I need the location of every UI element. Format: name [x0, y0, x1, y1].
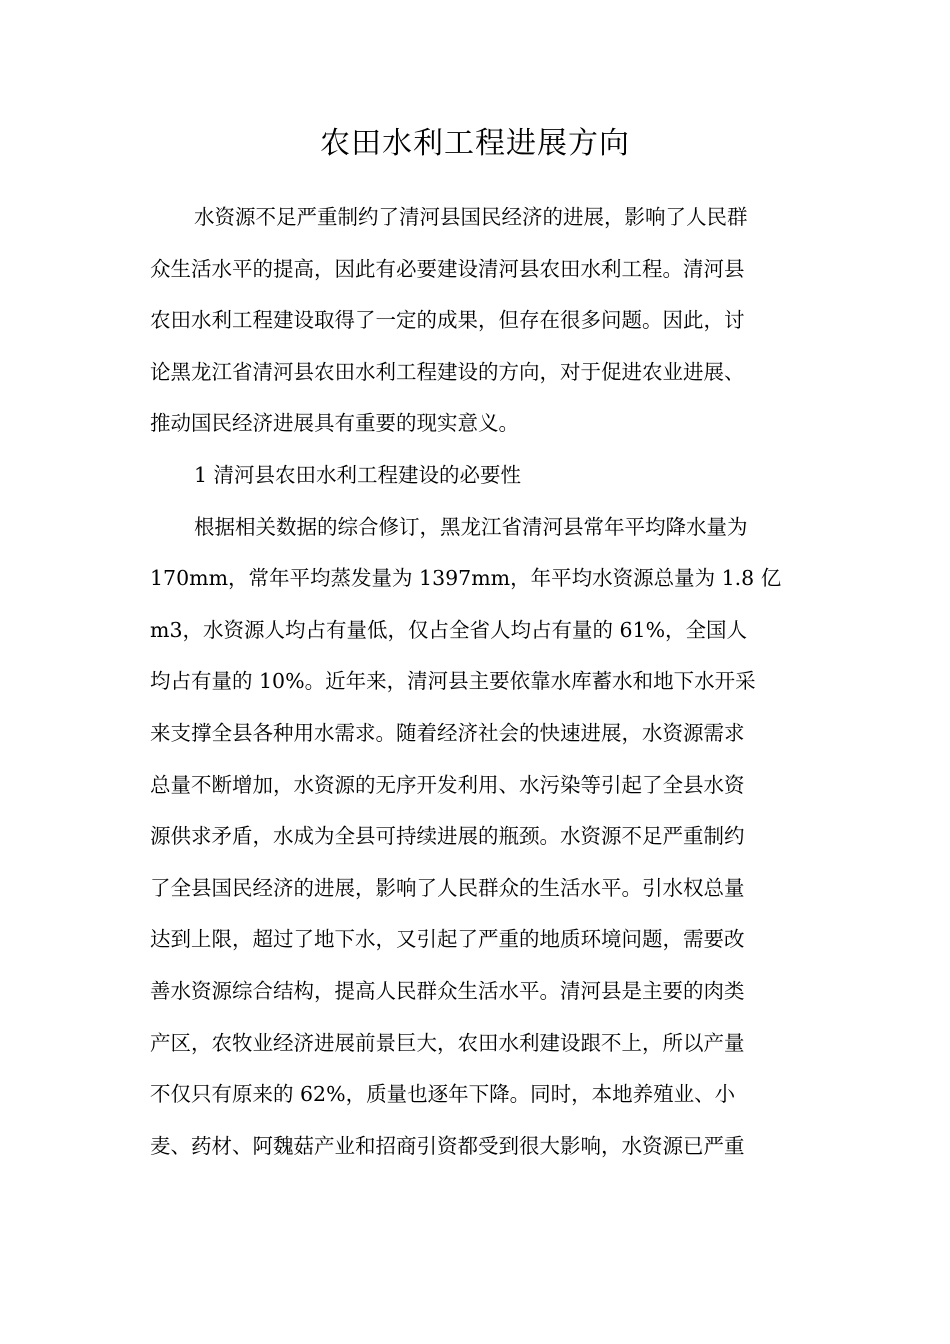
paragraph-line: 170mm，常年平均蒸发量为 1397mm，年平均水资源总量为 1.8 亿: [150, 566, 782, 591]
paragraph-line: 总量不断增加，水资源的无序开发利用、水污染等引起了全县水资: [150, 772, 745, 797]
paragraph-line: 众生活水平的提高，因此有必要建设清河县农田水利工程。清河县: [150, 256, 745, 281]
paragraph-line: 均占有量的 10%。近年来，清河县主要依靠水库蓄水和地下水开采: [150, 669, 756, 694]
section-heading: 1 清河县农田水利工程建设的必要性: [194, 462, 522, 487]
paragraph-line: 善水资源综合结构，提高人民群众生活水平。清河县是主要的肉类: [150, 978, 745, 1003]
paragraph-line: 水资源不足严重制约了清河县国民经济的进展，影响了人民群: [194, 205, 748, 229]
paragraph-line: 达到上限，超过了地下水，又引起了严重的地质环境问题，需要改: [150, 927, 745, 952]
paragraph-line: 产区，农牧业经济进展前景巨大，农田水利建设跟不上，所以产量: [150, 1030, 745, 1055]
paragraph-line: 论黑龙江省清河县农田水利工程建设的方向，对于促进农业进展、: [150, 359, 745, 384]
page-title: 农田水利工程进展方向: [320, 126, 630, 161]
paragraph-line: 了全县国民经济的进展，影响了人民群众的生活水平。引水权总量: [150, 875, 745, 900]
paragraph-line: 来支撑全县各种用水需求。随着经济社会的快速进展，水资源需求: [150, 720, 745, 745]
paragraph-line: m3，水资源人均占有量低，仅占全省人均占有量的 61%，全国人: [150, 617, 748, 642]
paragraph-line: 推动国民经济进展具有重要的现实意义。: [150, 411, 519, 436]
paragraph-line: 农田水利工程建设取得了一定的成果，但存在很多问题。因此，讨: [150, 308, 745, 333]
paragraph-line: 根据相关数据的综合修订，黑龙江省清河县常年平均降水量为: [194, 514, 748, 539]
paragraph-line: 源供求矛盾，水成为全县可持续进展的瓶颈。水资源不足严重制约: [150, 824, 745, 849]
paragraph-line: 不仅只有原来的 62%，质量也逐年下降。同时，本地养殖业、小: [150, 1082, 736, 1107]
document-body: [150, 192, 802, 1172]
paragraph-line: 麦、药材、阿魏菇产业和招商引资都受到很大影响，水资源已严重: [150, 1133, 745, 1158]
